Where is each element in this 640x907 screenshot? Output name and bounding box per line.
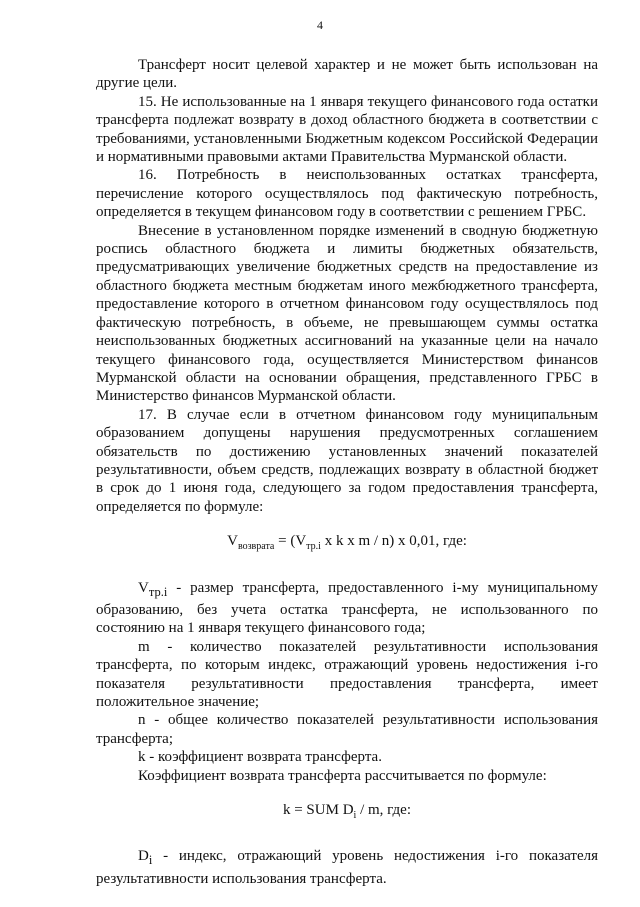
vtr-text: - размер трансферта, предоставленного i-му муниципальному образованию, без учета остатка трансферта, не использованного по состоянию на 1 января текущего финансового года; <box>96 579 598 637</box>
vtr-subscript: тр.i <box>148 584 168 599</box>
formula2-end: / m, где: <box>356 802 412 819</box>
formula-v-symbol: V <box>227 533 238 550</box>
di-subscript: i <box>148 853 153 868</box>
formula-expr-start: = (V <box>274 533 307 550</box>
paragraph-16: 16. Потребность в неиспользованных остатках трансферта, перечисление которого осуществлялось под фактическую потребность, определяется в текущем финансовом году в соответствии с решением ГРБС. <box>96 167 598 221</box>
di-text: - индекс, отражающий уровень недостижения i-го показателя результативности использования трансферта. <box>96 848 598 887</box>
definition-di <box>96 847 598 888</box>
coefficient-formula <box>96 801 598 825</box>
formula-tr-subscript: тр.i <box>306 541 321 553</box>
formula2-start: k = SUM D <box>282 802 354 819</box>
definition-k: k - коэффициент возврата трансферта. <box>138 749 382 766</box>
paragraph-15: 15. Не использованные на 1 января текущего финансового года остатки трансферта подлежат возврату в доход областного бюджета в соответствии с требованиями, установленными Бюджетным кодексом Российской Федерации и нормативными правовыми актами Правительства Мурманской области. <box>96 93 598 166</box>
definition-n: n - общее количество показателей результативности использования трансферта; <box>96 712 598 747</box>
paragraph-17: 17. В случае если в отчетном финансовом году муниципальным образованием допущены нарушения предусмотренных соглашением обязательств по достижению установленных значений показателей результативности, объем средств, подлежащих возврату в областной бюджет в срок до 1 июня года, следующего за годом предоставления трансферта, определяется по формуле: <box>96 406 598 515</box>
coefficient-intro: Коэффициент возврата трансферта рассчитывается по формуле: <box>138 767 547 784</box>
page-number: 4 <box>317 18 323 32</box>
formula-expr-end: x k x m / n) x 0,01, где: <box>320 533 467 550</box>
paragraph-budget-changes: Внесение в установленном порядке изменений в сводную бюджетную роспись областного бюджета и лимиты бюджетных обязательств, предусматривающих увеличение бюджетных средств на предоставление из областного бюджета местным бюджетам иного межбюджетного трансферта, предоставление которого в отчетном финансовом году осуществлялось под фактическую потребность, в объеме, не превышающем суммы остатка неиспользованных бюджетных ассигнований на указанные цели на начало текущего финансового года, осуществляется Министерством финансов Мурманской области на основании обращения, представленного ГРБС в Министерство финансов Мурманской области. <box>96 222 598 405</box>
return-volume-formula <box>96 532 598 556</box>
formula-v-subscript: возврата <box>237 541 275 553</box>
vtr-symbol: V <box>138 579 149 596</box>
definition-vtr <box>96 579 598 638</box>
definition-m: m - количество показателей результативности использования трансферта, по которым индекс, отражающий уровень недостижения i-го показателя результативности предоставления трансферта, имеет положительное значение; <box>96 638 598 710</box>
document-body <box>96 56 598 888</box>
paragraph-target-use: Трансферт носит целевой характер и не может быть использован на другие цели. <box>96 57 598 92</box>
formula2-subscript: i <box>353 810 357 822</box>
di-symbol: D <box>138 848 149 865</box>
